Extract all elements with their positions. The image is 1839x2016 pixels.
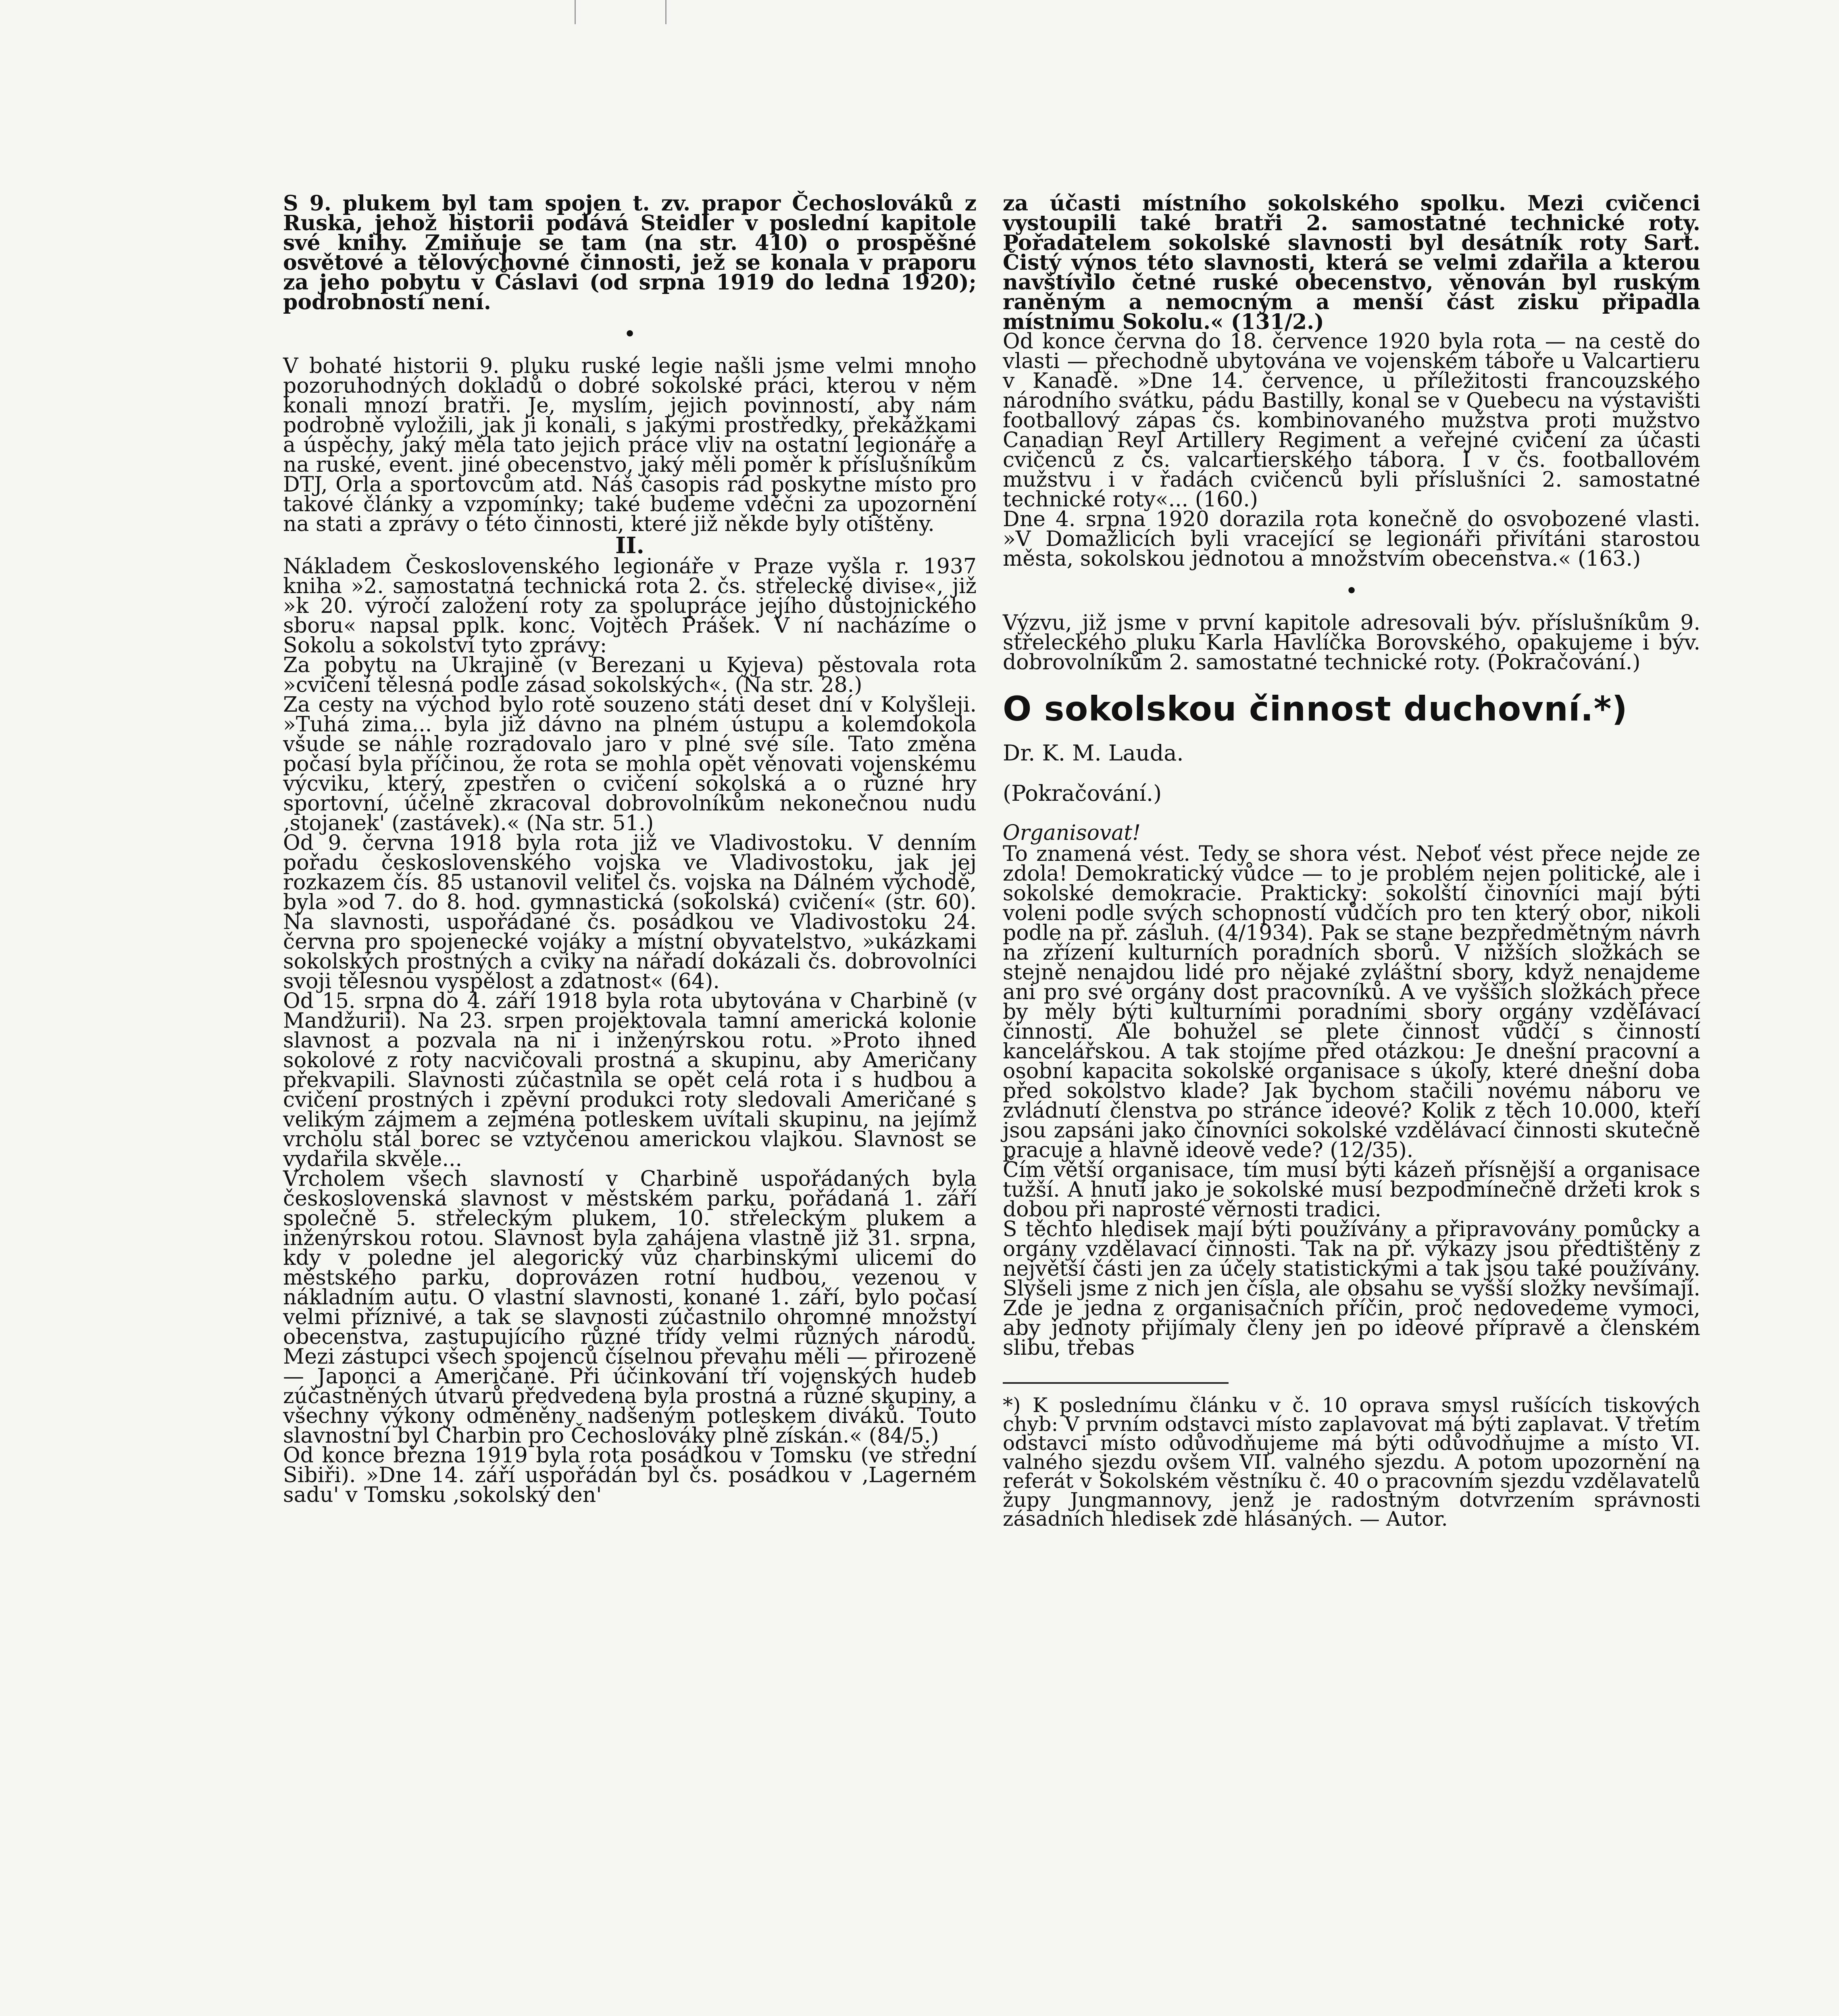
subheading: Organisovat!: [1003, 821, 1141, 845]
paragraph: Nákladem Československého legionáře v Praze vyšla r. 1937 kniha »2. samostatná technická rota 2. čs. střelecké divise«, již »k 20. výročí založení roty za spolupráce jejího důstojnického sboru« napsal pplk. konc. Vojtěch Prášek. V ní nacházíme o Sokolu a sokolství tyto zprávy:: [283, 554, 977, 658]
paragraph: S 9. plukem byl tam spojen t. zv. prapor Čechoslováků z Ruska, jehož historii podává Steidler v poslední kapitole své knihy. Zmiňuje se tam (na str. 410) o prospěšné osvětové a tělovýchovné činnosti, jež se konala v praporu za jeho pobytu v Čáslavi (od srpna 1919 do ledna 1920); podrobností není.: [283, 191, 977, 314]
paragraph: Čím větší organisace, tím musí býti kázeň přísnější a organisace tužší. A hnutí jako je sokolské musí bezpodmínečně držeti krok s dobou při naprosté věrnosti tradici.: [1003, 1158, 1700, 1222]
left-column: [283, 191, 977, 1507]
paragraph: To znamená vést. Tedy se shora vést. Neboť vést přece nejde ze zdola! Demokratický vůdce — to je problém nejen politické, ale i sokolské demokracie. Prakticky: sokolští činovníci mají býti voleni podle svých schopností vůdčích pro ten který obor, nikoli podle na př. zásluh. (4/1934). Pak se stane bezpředmětným návrh na zřízení kulturních poradních sborů. V nižších složkách se stejně nenajdou lidé pro nějaké zvláštní sbory, když nenajdeme ani pro své orgány dost pracovníků. A ve vyšších složkách přece by měly býti kulturními poradními sbory orgány vzdělávací činnosti. Ale bohužel se plete činnost vůdčí s činností kancelářskou. A tak stojíme před otázkou: Je dnešní pracovní a osobní kapacita sokolské organisace s úkoly, které dnešní doba před sokolstvo klade? Jak bychom stačili novému náboru ve zvládnutí členstva po stránce ideové? Kolik z těch 10.000, kteří jsou zapsáni jako činovníci sokolské vzdělávací činnosti skutečně pracuje a hlavně ideově vede? (12/35).: [1003, 842, 1700, 1162]
paragraph: Od konce března 1919 byla rota posádkou v Tomsku (ve střední Sibiři). »Dne 14. září uspořádán byl čs. posádkou v ‚Lagerném sadu' v Tomsku ‚sokolský den': [283, 1443, 977, 1507]
paragraph: Od 9. června 1918 byla rota již ve Vladivostoku. V denním pořadu československého vojska ve Vladivostoku, jak jej rozkazem čís. 85 ustanovil velitel čs. vojska na Dálném východě, byla »od 7. do 8. hod. gymnastická (sokolská) cvičení« (str. 60). Na slavnosti, uspořádané čs. posádkou ve Vladivostoku 24. června pro spojenecké vojáky a místní obyvatelstvo, »ukázkami sokolských prostných a cviky na nářadí dokázali čs. dobrovolníci svoji tělesnou vyspělost a zdatnost« (64).: [283, 831, 977, 993]
paragraph: Od 15. srpna do 4. září 1918 byla rota ubytována v Charbině (v Mandžurii). Na 23. srpen projektovala tamní americká kolonie slavnost a pozvala na ni i inženýrskou rotu. »Proto ihned sokolové z roty nacvičovali prostná a skupinu, aby Američany překvapili. Slavnosti zúčastnila se opět celá rota i s hudbou a cvičení prostných i zpěvní produkci roty sledovali Američané s velikým zájmem a zejména potleskem uvítali skupinu, na jejímž vrcholu stál borec se vztyčenou americkou vlajkou. Slavnost se vydařila skvěle...: [283, 989, 977, 1171]
right-column: [1003, 191, 1700, 1531]
section-bullet: •: [624, 324, 636, 344]
section-number: II.: [615, 532, 644, 559]
paragraph: Od konce června do 18. července 1920 byla rota — na cestě do vlasti — přechodně ubytována ve vojenském táboře u Valcartieru v Kanadě. »Dne 14. července, u příležitosti francouzského národního svátku, pádu Bastilly, konal se v Quebecu na výstavišti footballový zápas čs. kombinovaného mužstva proti mužstvo Canadian Reyl Artillery Regiment a veřejné cvičení za účasti cvičenců z čs. valcartierského tábora. I v čs. footballovém mužstvu i v řadách cvičenců byli příslušníci 2. samostatné technické roty«... (160.): [1003, 329, 1700, 512]
footnote-divider: [1003, 1382, 1229, 1384]
paragraph: za účasti místního sokolského spolku. Mezi cvičenci vystoupili také bratři 2. samostatné technické roty. Pořadatelem sokolské slavnosti byl desátník roty Sart. Čistý výnos této slavnosti, která se velmi zdařila a kterou navštívilo četné ruské obecenstvo, věnován byl ruským raněným a nemocným a menší část zisku připadla místnímu Sokolu.« (131/2.): [1003, 191, 1700, 334]
continued-note: (Pokračování.): [1003, 781, 1162, 806]
article-author: Dr. K. M. Lauda.: [1003, 740, 1184, 766]
paragraph: Dne 4. srpna 1920 dorazila rota konečně do osvobozené vlasti. »V Domažlicích byli vracející se legionáři přivítáni starostou města, sokolskou jednotou a množstvím obecenstva.« (163.): [1003, 507, 1700, 571]
section-bullet: •: [1345, 581, 1358, 601]
scan-edge-mark: [575, 0, 576, 24]
paragraph: Vrcholem všech slavností v Charbině uspořádaných byla československá slavnost v městském parku, pořádaná 1. září společně 5. střeleckým plukem, 10. střeleckým plukem a inženýrskou rotou. Slavnost byla zahájena vlastně již 31. srpna, kdy v poledne jel alegorický vůz charbinskými ulicemi do městského parku, doprovázen rotní hudbou, vezenou v nákladním autu. O vlastní slavnosti, konané 1. září, bylo počasí velmi příznivé, a tak se slavnosti zúčastnilo ohromné množství obecenstva, zastupujícího různé třídy velmi různých národů. Mezi zástupci všech spojenců číselnou převahu měli — přirozeně — Japonci a Američané. Při účinkování tří vojenských hudeb zúčastněných útvarů předvedena byla prostná a různé skupiny, a všechny výkony odměněny nadšeným potleskem diváků. Touto slavnostní byl Charbin pro Čechoslováky plně získán.« (84/5.): [283, 1167, 977, 1448]
paragraph: Výzvu, již jsme v první kapitole adresovali býv. příslušníkům 9. střeleckého pluku Karla Havlíčka Borovského, opakujeme i býv. dobrovolníkům 2. samostatné technické roty. (Pokračování.): [1003, 611, 1700, 675]
paragraph: Za pobytu na Ukrajině (v Berezani u Kyjeva) pěstovala rota »cvičení tělesná podle zásad sokolských«. (Na str. 28.): [283, 653, 977, 697]
article-heading: O sokolskou činnost duchovní.*): [1003, 689, 1628, 729]
paragraph: V bohaté historii 9. pluku ruské legie našli jsme velmi mnoho pozoruhodných dokladů o dobré sokolské práci, kterou v něm konali mnozí bratři. Je, myslím, jejich povinností, aby nám podrobně vyložili, jak ji konali, s jakými prostředky, překážkami a úspěchy, jaký měla tato jejich práce vliv na ostatní legionáře a na ruské, event. jiné obecenstvo, jaký měli poměr k příslušníkům DTJ, Orla a sportovcům atd. Náš časopis rád poskytne místo pro takové články a vzpomínky; také budeme vděčni za upozornění na stati a zprávy o této činnosti, které již někde byly otištěny.: [283, 354, 977, 536]
scan-edge-mark: [665, 0, 666, 24]
paragraph: Za cesty na východ bylo rotě souzeno státi deset dní v Kolyšleji. »Tuhá zima... byla již dávno na plném ústupu a kolemdokola všude se náhle rozradovalo jaro v plné své síle. Tato změna počasí byla příčinou, že rota se mohla opět věnovati vojenskému výcviku, který, zpestřen o cvičení sokolská a o různé hry sportovní, účelně zkracoval dobrovolníkům nekonečnou nudu ‚stojanek' (zastávek).« (Na str. 51.): [283, 693, 977, 835]
footnote: *) K poslednímu článku v č. 10 oprava smysl rušících tiskových chyb: V prvním odstavci místo zaplavovat má býti zaplavat. V třetím odstavci místo odůvodňujeme má býti odůvodňujme a místo VI. valného sjezdu ovšem VII. valného sjezdu. A potom upozornění na referát v Sokolském věstníku č. 40 o pracovním sjezdu vzdělavatelů župy Jungmannovy, jenž je radostným dotvrzením správnosti zásadních hledisek zde hlásaných. — Autor.: [1003, 1393, 1700, 1531]
paragraph: S těchto hledisek mají býti používány a připravovány pomůcky a orgány vzdělavací činnosti. Tak na př. výkazy jsou předtištěny z největší části jen za účely statistickými a tak jsou také používány. Slyšeli jsme z nich jen čísla, ale obsahu se vyšší složky nevšímají. Zde je jedna z organisačních příčin, proč nedovedeme vymoci, aby jednoty přijímaly členy jen po ideové přípravě a členském slibu, třebas: [1003, 1217, 1700, 1360]
